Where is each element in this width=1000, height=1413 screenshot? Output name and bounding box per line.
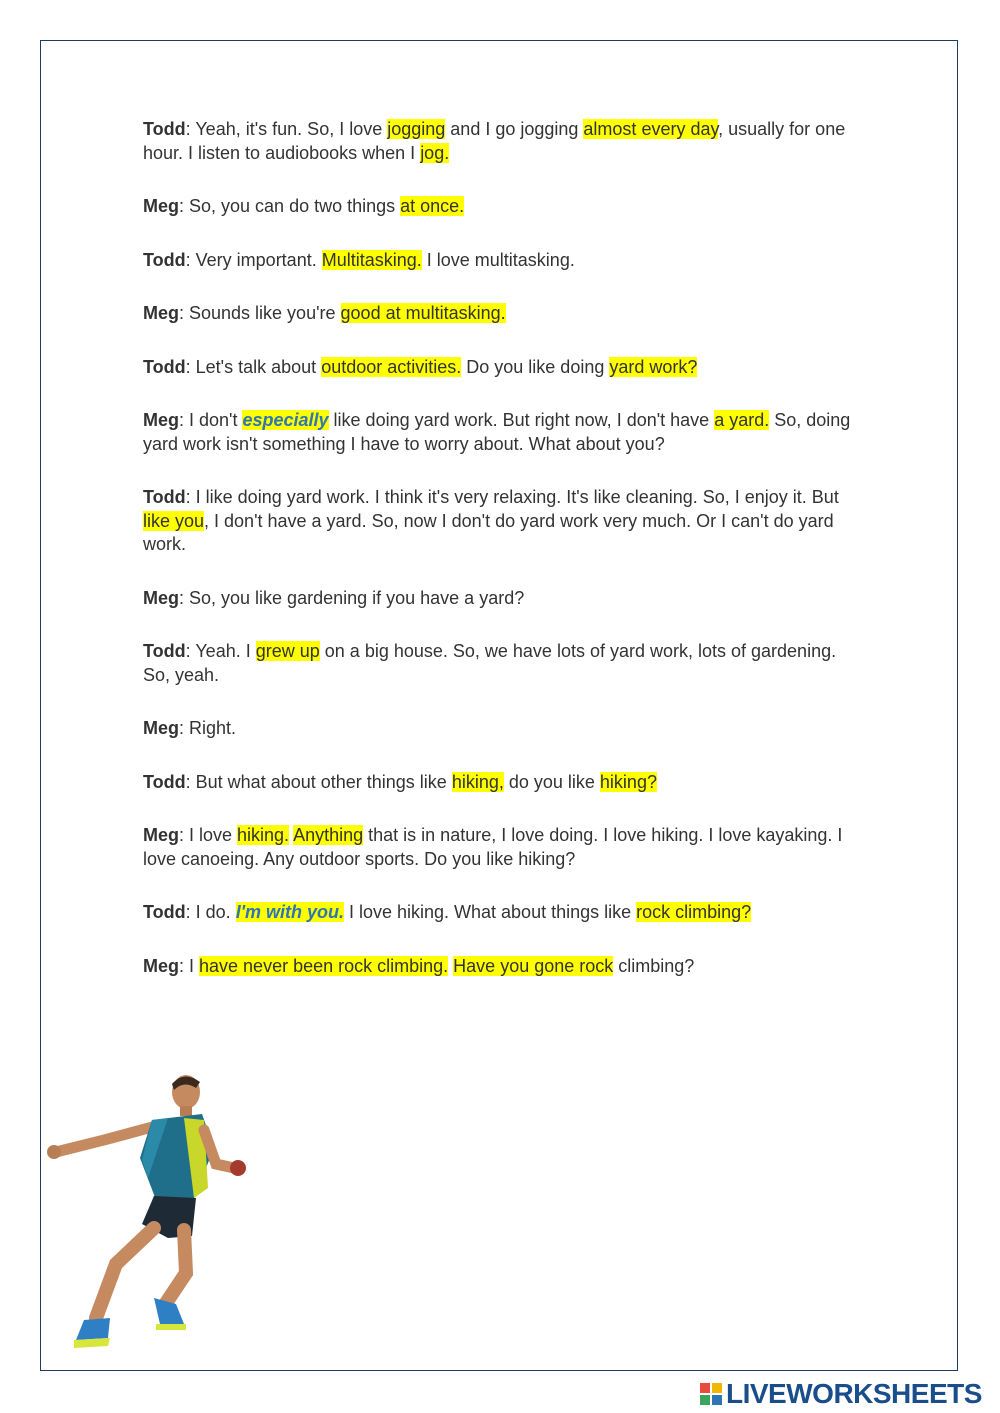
highlighted-phrase: grew up [255,641,320,661]
dialogue-text: : Very important. [185,249,322,270]
dialogue-text: , I don't have a yard. So, now I don't do yard work very much. Or I can't do yard work. [143,510,834,554]
highlighted-phrase: hiking? [599,771,657,792]
dialogue-text: , usually for one hour. I listen to audiobooks when I [143,119,846,163]
speaker-name: Todd [143,771,186,792]
dialogue-text: I love multitasking. [421,249,575,270]
dialogue-text: : So, you like gardening if you have a yard? [179,587,525,608]
dialogue-text: like doing yard work. But right now, I don't have [328,410,715,430]
dialogue-text: climbing? [613,955,695,976]
highlighted-phrase: jog. [420,142,450,163]
dialogue-text: : So, you can do two things [179,196,401,216]
speaker-name: Meg [143,303,179,323]
dialogue-turn [143,356,863,380]
highlighted-phrase: at once. [400,196,465,216]
dialogue-text: So, doing yard work isn't something I have to worry about. What about you? [143,410,851,454]
dialogue-turn [143,640,863,687]
highlighted-phrase: have never been rock climbing. [199,955,449,976]
dialogue-transcript [143,118,863,1008]
highlighted-phrase: jogging [387,119,446,139]
highlighted-phrase: good at multitasking. [340,303,506,323]
dialogue-text: : I don't [179,410,243,430]
dialogue-text: that is in nature, I love doing. I love hiking. I love kayaking. I love canoeing. Any outdoor sports. Do you like hiking? [143,825,843,869]
dialogue-text: and I go jogging [445,119,584,139]
highlighted-phrase: hiking, [451,771,504,792]
speaker-name: Todd [143,641,186,661]
speaker-name: Meg [143,718,179,738]
speaker-name: Meg [143,410,179,430]
highlighted-phrase: almost every day [583,119,719,139]
emphasized-phrase: especially [242,410,329,430]
dialogue-turn [143,249,863,273]
highlighted-phrase: Anything [293,825,364,845]
dialogue-turn [143,824,863,871]
highlighted-phrase: like you [143,510,205,531]
dialogue-text: I love hiking. What about things like [343,902,637,922]
dialogue-turn [143,901,863,925]
dialogue-text: : I do. [185,902,236,922]
dialogue-text: on a big house. So, we have lots of yard work, lots of gardening. So, yeah. [143,641,837,685]
dialogue-turn [143,587,863,611]
speaker-name: Meg [143,587,179,608]
dialogue-turn [143,486,863,557]
highlighted-phrase: Multitasking. [321,249,422,270]
speaker-name: Todd [143,249,186,270]
emphasized-phrase: I'm with you. [235,902,344,922]
highlighted-phrase: outdoor activities. [321,356,462,377]
dialogue-turn [143,771,863,795]
dialogue-turn [143,955,863,979]
dialogue-text: Do you like doing [461,356,610,377]
dialogue-text: : Let's talk about [185,356,322,377]
dialogue-text: : I love [179,825,238,845]
dialogue-turn [143,302,863,326]
speaker-name: Meg [143,196,179,216]
highlighted-phrase: rock climbing? [636,902,752,922]
highlighted-phrase: a yard. [714,410,770,430]
speaker-name: Todd [143,902,186,922]
dialogue-turn [143,118,863,165]
speaker-name: Meg [143,955,179,976]
dialogue-text: : I like doing yard work. I think it's very relaxing. It's like cleaning. So, I enjoy it. But [185,487,839,507]
runner-photo [44,1068,254,1368]
speaker-name: Todd [143,119,186,139]
highlighted-phrase: yard work? [609,356,698,377]
dialogue-turn [143,409,863,456]
liveworksheets-logo[interactable] [700,1378,982,1410]
dialogue-turn [143,717,863,741]
dialogue-text: : Right. [179,718,237,738]
dialogue-text: : But what about other things like [185,771,452,792]
dialogue-text: : Yeah. I [185,641,256,661]
highlighted-phrase: hiking. [237,825,290,845]
dialogue-text: do you like [503,771,600,792]
dialogue-text: : Yeah, it's fun. So, I love [185,119,388,139]
brand-name: LIVEWORKSHEETS [726,1378,982,1409]
speaker-name: Todd [143,487,186,507]
speaker-name: Todd [143,356,186,377]
dialogue-text: : I [179,955,200,976]
liveworksheets-logo-icon [700,1383,722,1405]
highlighted-phrase: Have you gone rock [453,955,614,976]
dialogue-turn [143,195,863,219]
dialogue-text: : Sounds like you're [179,303,341,323]
speaker-name: Meg [143,825,179,845]
